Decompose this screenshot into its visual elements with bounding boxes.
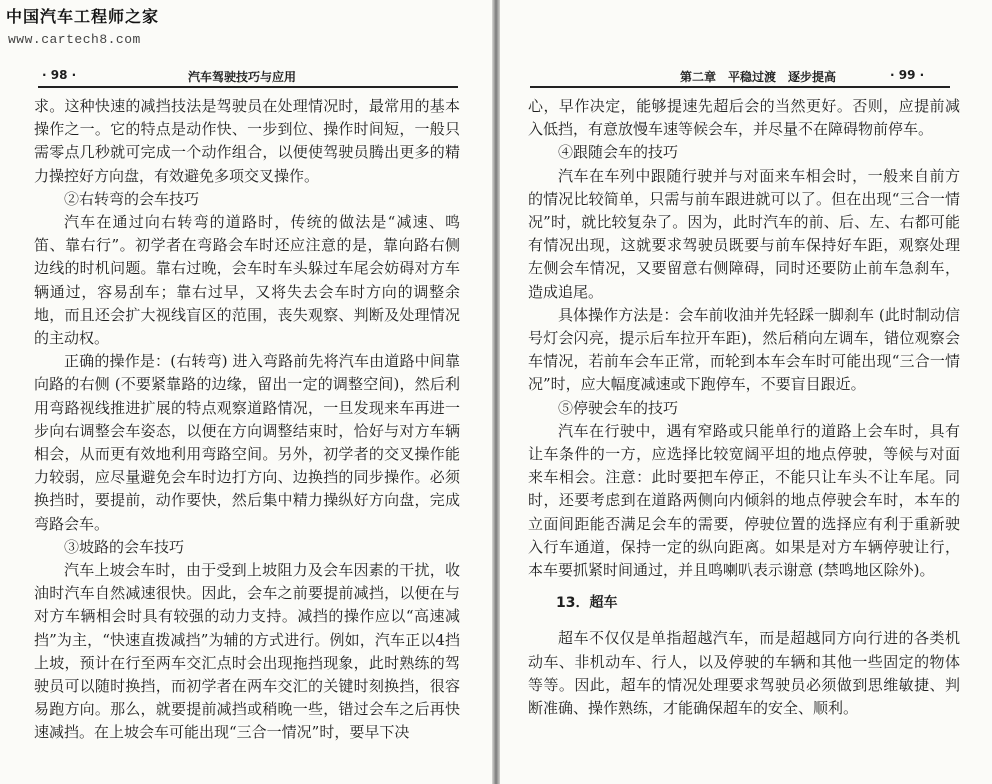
section-heading: 13．超车 [556,595,618,612]
book-title: 汽车驾驶技巧与应用 [188,70,297,84]
paragraph: 汽车在车列中跟随行驶并与对面来车相会时，一般来自前方的情况比较简单，只需与前车跟进就可以了。但在出现“三合一情况”时，就比较复杂了。因为，此时汽车的前、后、左、右都可能有情况出现，这就要求驾驶员既要与前车保持好车距，观察处理左侧会车情况，又要留意右侧障碍，同时还要防止前车急刹车，造成追尾。 [528,166,960,301]
paragraph: 心，早作决定，能够提速先超后会的当然更好。否则，应提前减入低挡，有意放慢车速等候会车，并尽量不在障碍物前停车。 [528,97,960,139]
paragraph: 汽车在通过向右转弯的道路时，传统的做法是“减速、鸣笛、靠右行”。初学者在弯路会车时还应注意的是，靠向路右侧边线的时机问题。靠右过晚，会车时车头躲过车尾会妨碍对方车辆通过，容易刮车；靠右过早，又将失去会车时方向的调整余地，而且还会扩大视线盲区的范围，丧失观察、判断及处理情况的主动权。 [34,213,460,348]
right-page-header [530,66,950,88]
watermark-url: www.cartech8.com [8,32,141,47]
chapter-title: 第二章 平稳过渡 逐步提高 [680,70,837,84]
subsection-heading: ④跟随会车的技巧 [558,143,679,162]
paragraph: 正确的操作是：(右转弯) 进入弯路前先将汽车由道路中间靠向路的右侧 (不要紧靠路的边缘，留出一定的调整空间)，然后利用弯路视线推进扩展的特点观察道路情况，一旦发现来车再进一步向右调整会车姿态，以便在方向调整结束时，恰好与对方车辆相会，从而更有效地利用弯路空间。另外，初学者的交叉操作能力较弱，应尽量避免会车时边打方向、边换挡的同步操作。必须换挡时，要提前，动作要快，然后集中精力操纵好方向盘，完成弯路会车。 [34,352,460,533]
book-gutter [492,0,500,784]
header-rule [38,86,458,88]
header-rule [530,86,950,88]
left-page-header [38,66,458,88]
watermark-site-name: 中国汽车工程师之家 [6,7,160,26]
paragraph: 具体操作方法是：会车前收油并先轻踩一脚刹车 (此时制动信号灯会闪亮，提示后车拉开车距)，然后稍向左调车，错位观察会车情况，若前车会车正常，而轮到本车会车时可能出现“三合一情况”时，应大幅度减速或下跑停车，不要盲目跟近。 [528,305,960,394]
subsection-heading: ③坡路的会车技巧 [64,537,185,556]
paragraph: 求。这种快速的减挡技法是驾驶员在处理情况时，最常用的基本操作之一。它的特点是动作快、一步到位、操作时间短，一般只需零点几秒就可完成一个动作组合，以便使驾驶员腾出更多的精力操控好方向盘，有效避免多项交叉操作。 [34,97,460,185]
paragraph: 汽车在行驶中，遇有窄路或只能单行的道路上会车时，具有让车条件的一方，应选择比较宽阔平坦的地点停驶，等候与对面来车相会。注意：此时要把车停正，不能只让车头不让车尾。同时，还要考虑到在道路两侧向内倾斜的地点停驶会车时，本车的立面间距能否满足会车的需要，停驶位置的选择应有利于重新驶入行车通道，保持一定的纵向距离。如果是对方车辆停驶让行，本车要抓紧时间通过，并且鸣喇叭表示谢意 (禁鸣地区除外)。 [528,421,960,580]
paragraph: 超车不仅仅是单指超越汽车，而是超越同方向行进的各类机动车、非机动车、行人，以及停驶的车辆和其他一些固定的物体等等。因此，超车的情况处理要求驾驶员必须做到思维敏捷、判断准确、操作熟练，才能确保超车的安全、顺利。 [528,629,960,718]
left-page-body [34,95,460,745]
right-page [500,0,992,784]
left-page [0,0,492,784]
paragraph: 汽车上坡会车时，由于受到上坡阻力及会车因素的干扰，收油时汽车自然减速很快。因此，会车之前要提前减挡，以便在与对方车辆相会时具有较强的动力支持。减挡的操作应以“高速减挡”为主，“快速直拨减挡”为辅的方式进行。例如，汽车正以4挡上坡，预计在行至两车交汇点时会出现拖挡现象，此时熟练的驾驶员可以随时换挡，而初学者在两车交汇的关键时刻换挡，很容易跑方向。那么，就要提前减挡或稍晚一些，错过会车之后再快速减挡。在上坡会车可能出现“三合一情况”时，要早下决 [34,561,460,742]
left-page-number: · 98 · [42,68,77,82]
right-page-body [528,95,960,720]
subsection-heading: ②右转弯的会车技巧 [64,189,200,208]
subsection-heading: ⑤停驶会车的技巧 [558,398,679,417]
right-page-number: · 99 · [890,68,925,82]
